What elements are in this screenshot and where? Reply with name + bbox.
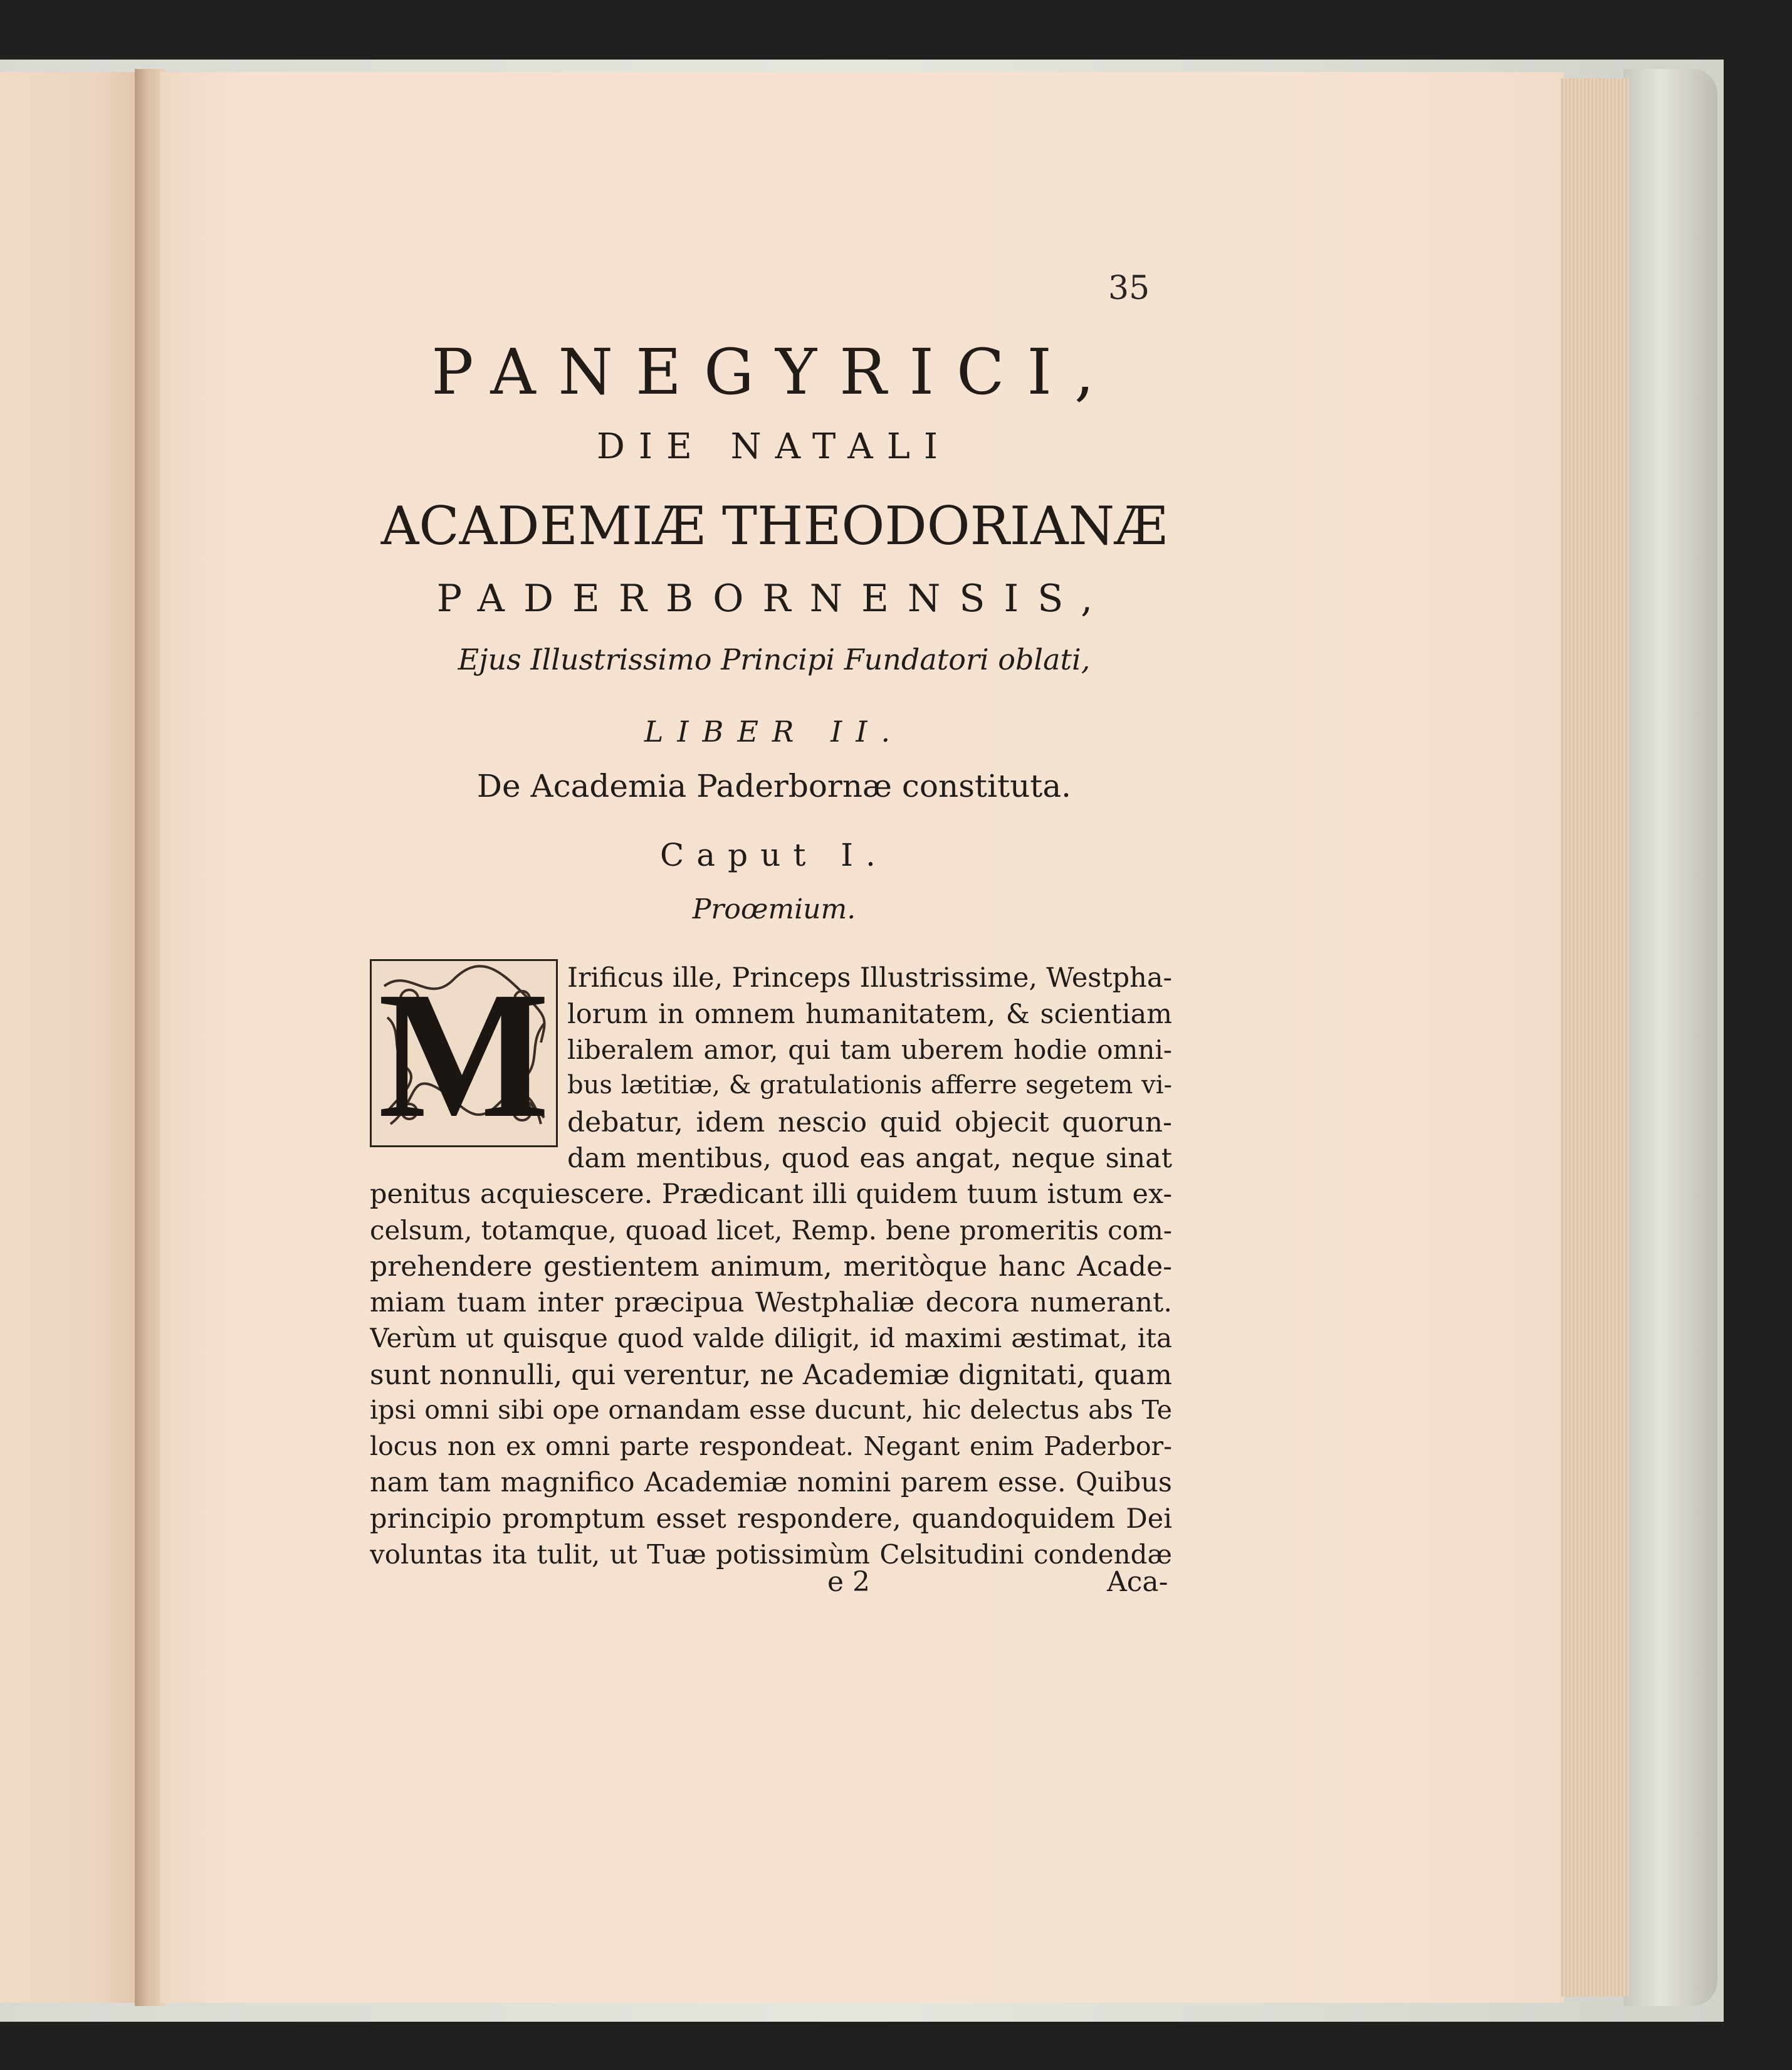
initial-letter: M [378, 954, 550, 1155]
academy-name: ACADEMIÆ THEODORIANÆ [380, 495, 1168, 557]
body-line: principio promptum esset respondere, quandoquidem Dei [370, 1503, 1172, 1535]
body-line: liberalem amor, qui tam uberem hodie omni- [567, 1034, 1172, 1065]
body-line: sunt nonnulli, qui verentur, ne Academiæ dignitati, quam [370, 1358, 1172, 1391]
signature-mark: e 2 [827, 1566, 871, 1598]
page-title: PANEGYRICI, [431, 335, 1117, 409]
body-line: miam tuam inter præcipua Westphaliæ decora numerant. [370, 1286, 1172, 1318]
city-name: PADERBORNENSIS, [436, 577, 1112, 621]
subtitle: DIE NATALI [596, 426, 952, 467]
book-topic: De Academia Paderbornæ constituta. [476, 768, 1072, 804]
page-edges [1561, 78, 1630, 1997]
dedication-line: Ejus Illustrissimo Principi Fundatori oblati, [458, 643, 1091, 676]
body-line: dam mentibus, quod eas angat, neque sinat [567, 1142, 1172, 1174]
body-line: locus non ex omni parte respondeat. Negant enim Paderbor- [370, 1431, 1172, 1461]
catchword: Aca- [1107, 1566, 1168, 1598]
chapter-heading: Caput I. [660, 837, 888, 873]
body-line: nam tam magnifico Academiæ nomini parem esse. Quibus [370, 1467, 1172, 1498]
decorated-initial [370, 954, 558, 1155]
body-line: ipsi omni sibi ope ornandam esse ducunt, hic delectus abs Te [370, 1395, 1172, 1425]
body-line: lorum in omnem humanitatem, & scientiam [567, 998, 1172, 1030]
body-line: Irificus ille, Princeps Illustrissime, Westpha- [567, 962, 1172, 994]
body-line: celsum, totamque, quoad licet, Remp. bene promeritis com- [370, 1214, 1172, 1246]
body-line: penitus acquiescere. Prædicant illi quidem tuum istum ex- [370, 1179, 1172, 1210]
cover-edge [1623, 69, 1717, 2006]
page-number: 35 [1108, 270, 1150, 307]
left-page [0, 72, 138, 2003]
body-line: debatur, idem nescio quid objecit quorun- [567, 1106, 1172, 1138]
section-heading: Proœmium. [692, 893, 856, 925]
book-number: LIBER II. [644, 715, 904, 749]
body-line: Verùm ut quisque quod valde diligit, id maximi æstimat, ita [370, 1323, 1172, 1353]
body-line: voluntas ita tulit, ut Tuæ potissimùm Celsitudini condendæ [370, 1539, 1172, 1570]
body-line: prehendere gestientem animum, meritòque hanc Acade- [370, 1251, 1172, 1283]
body-line: bus lætitiæ, & gratulationis afferre segetem vi- [567, 1070, 1172, 1100]
